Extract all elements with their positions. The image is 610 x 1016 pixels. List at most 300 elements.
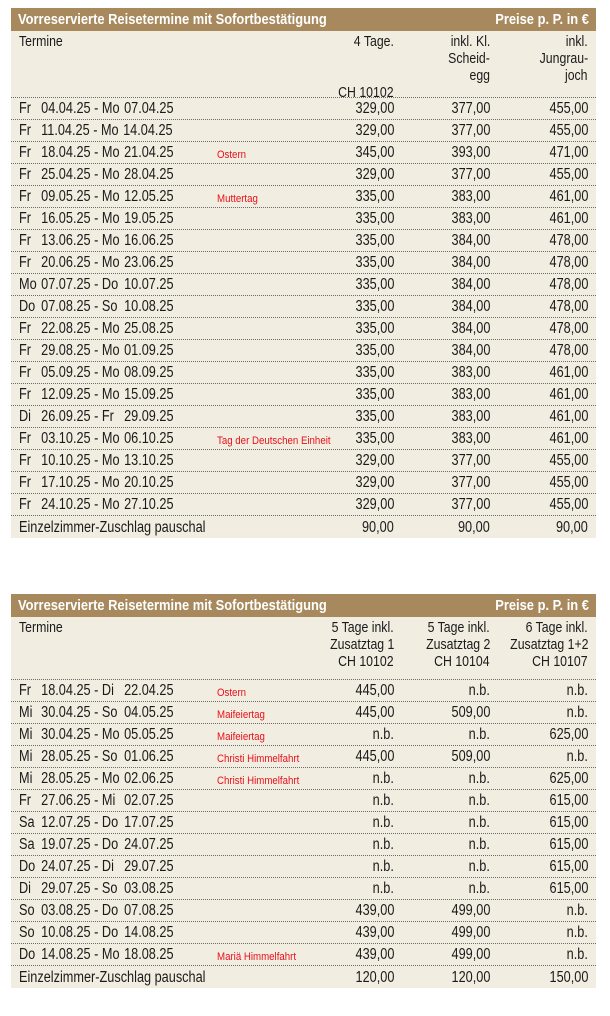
price-cell: 499,00 [451, 902, 490, 919]
day-to: Mo [100, 122, 119, 139]
price-cell: 329,00 [355, 122, 394, 139]
date-from: 28.05.25 [41, 770, 91, 787]
date-separator: - [90, 320, 102, 337]
day-to: Mo [101, 364, 120, 381]
date-separator: - [90, 924, 102, 941]
price-table-4-days [11, 8, 596, 538]
day-from: Mi [19, 726, 33, 743]
price-table-5-6-days [11, 594, 596, 988]
date-separator: - [90, 210, 102, 227]
price-cell: 377,00 [451, 474, 490, 491]
date-separator: - [90, 342, 102, 359]
banner-title: Vorreservierte Reisetermine mit Sofortbestätigung [18, 11, 327, 28]
date-from: 30.04.25 [41, 726, 91, 743]
price-cell: n.b. [468, 836, 490, 853]
table-row [11, 680, 596, 702]
date-from: 27.06.25 [41, 792, 91, 809]
day-to: So [101, 704, 118, 721]
day-from: Di [19, 880, 32, 897]
date-range [19, 254, 174, 272]
date-range-cell [11, 320, 231, 338]
price-cell: 335,00 [355, 232, 394, 249]
day-from: Do [19, 298, 36, 315]
date-range [19, 770, 174, 788]
price-cell: 377,00 [451, 496, 490, 513]
price-cell: 461,00 [549, 364, 588, 381]
price-cell: 335,00 [355, 364, 394, 381]
day-to: Mo [101, 430, 120, 447]
date-range-cell [11, 946, 297, 964]
table-row [11, 944, 596, 966]
price-cell: n.b. [468, 792, 490, 809]
day-to: Do [101, 924, 119, 941]
date-from: 12.09.25 [41, 386, 91, 403]
date-separator: - [90, 814, 102, 831]
price-cell: 150,00 [549, 969, 588, 986]
table-row [11, 494, 596, 516]
date-separator: - [90, 704, 102, 721]
table-row [11, 724, 596, 746]
price-cell: 455,00 [549, 166, 588, 183]
table-row [11, 296, 596, 318]
date-separator: - [90, 166, 102, 183]
table-row [11, 856, 596, 878]
header-col-scheidegg: inkl. Kl. Scheid- egg [448, 33, 490, 84]
date-range-cell [11, 144, 247, 162]
table-row [11, 164, 596, 186]
date-range [19, 430, 174, 448]
price-cell: 393,00 [451, 144, 490, 161]
price-cell: 461,00 [549, 210, 588, 227]
date-to: 29.09.25 [124, 408, 174, 425]
price-cell: 384,00 [451, 276, 490, 293]
date-range-cell [11, 770, 300, 788]
day-from: Fr [19, 792, 32, 809]
price-cell: 335,00 [355, 430, 394, 447]
date-to: 02.07.25 [124, 792, 174, 809]
date-range [19, 726, 174, 744]
day-to: So [101, 298, 118, 315]
date-from: 07.07.25 [41, 276, 91, 293]
price-cell: 335,00 [355, 188, 394, 205]
table-row [11, 230, 596, 252]
table-banner [11, 8, 596, 31]
date-to: 27.10.25 [124, 496, 174, 513]
table-body [11, 98, 596, 538]
table-row [11, 472, 596, 494]
date-to: 06.10.25 [124, 430, 174, 447]
table-row [11, 274, 596, 296]
price-cell: 383,00 [451, 210, 490, 227]
date-to: 12.05.25 [124, 188, 174, 205]
date-from: 18.04.25 [41, 682, 91, 699]
price-cell: n.b. [372, 814, 394, 831]
date-range-cell [11, 496, 231, 514]
date-range [19, 320, 174, 338]
day-to: Mo [101, 452, 120, 469]
table-banner [11, 594, 596, 617]
day-to: Mo [101, 254, 120, 271]
price-cell: n.b. [468, 814, 490, 831]
date-from: 24.07.25 [41, 858, 91, 875]
price-cell: 90,00 [556, 519, 588, 536]
date-to: 07.08.25 [124, 902, 174, 919]
table-row [11, 252, 596, 274]
single-room-surcharge-row [11, 516, 596, 538]
date-separator: - [90, 748, 102, 765]
price-cell: 455,00 [549, 496, 588, 513]
date-separator: - [90, 452, 102, 469]
table-row [11, 406, 596, 428]
date-range [19, 232, 174, 250]
date-range-cell [11, 704, 266, 722]
date-range [19, 144, 174, 162]
date-range [19, 814, 174, 832]
date-range-cell [11, 902, 231, 920]
date-from: 13.06.25 [41, 232, 91, 249]
date-separator: - [90, 386, 102, 403]
price-cell: 335,00 [355, 210, 394, 227]
header-col-zusatztag-1-2: 6 Tage inkl. Zusatztag 1+2 CH 10107 [509, 619, 588, 670]
day-from: Do [19, 858, 36, 875]
header-termine: Termine [19, 619, 63, 636]
date-to: 10.07.25 [124, 276, 174, 293]
date-from: 12.07.25 [41, 814, 91, 831]
header-termine: Termine [19, 33, 63, 50]
price-cell: 335,00 [355, 298, 394, 315]
table-row [11, 120, 596, 142]
price-cell: n.b. [468, 880, 490, 897]
table-row [11, 384, 596, 406]
date-range [19, 474, 174, 492]
day-to: Fr [101, 408, 114, 425]
date-range [19, 100, 174, 118]
price-cell: n.b. [372, 770, 394, 787]
table-row [11, 318, 596, 340]
date-range [19, 188, 174, 206]
day-to: Mo [101, 144, 120, 161]
date-separator: - [90, 496, 102, 513]
price-cell: n.b. [566, 946, 588, 963]
price-cell: 345,00 [355, 144, 394, 161]
price-cell: n.b. [566, 902, 588, 919]
price-cell: n.b. [566, 924, 588, 941]
date-range [19, 704, 174, 722]
date-range [19, 792, 174, 810]
date-from: 03.08.25 [41, 902, 91, 919]
single-room-surcharge-row [11, 966, 596, 988]
day-to: Mi [101, 792, 116, 809]
date-to: 25.08.25 [124, 320, 174, 337]
price-cell: 478,00 [549, 232, 588, 249]
date-range-cell [11, 100, 231, 118]
day-to: Mo [101, 320, 120, 337]
price-cell: 384,00 [451, 298, 490, 315]
date-range-cell [11, 924, 231, 942]
day-to: Mo [101, 496, 120, 513]
day-to: Mo [101, 386, 120, 403]
date-range [19, 902, 174, 920]
price-cell: 90,00 [362, 519, 394, 536]
date-from: 17.10.25 [41, 474, 91, 491]
date-to: 23.06.25 [124, 254, 174, 271]
price-cell: 329,00 [355, 474, 394, 491]
table-header [11, 31, 596, 101]
day-to: Mo [101, 232, 120, 249]
table-row [11, 142, 596, 164]
date-range-cell [11, 166, 231, 184]
price-cell: 461,00 [549, 386, 588, 403]
day-to: Do [101, 276, 119, 293]
date-to: 02.06.25 [124, 770, 174, 787]
date-from: 04.04.25 [41, 100, 91, 117]
day-to: Mo [101, 342, 120, 359]
date-from: 29.07.25 [41, 880, 91, 897]
date-range [19, 342, 174, 360]
holiday-note: Mariä Himmelfahrt [217, 951, 297, 963]
date-separator: - [90, 836, 102, 853]
date-range-cell [11, 408, 231, 426]
date-from: 26.09.25 [41, 408, 91, 425]
day-from: Fr [19, 342, 32, 359]
holiday-note: Christi Himmelfahrt [217, 775, 300, 787]
day-from: Sa [19, 836, 35, 853]
date-from: 30.04.25 [41, 704, 91, 721]
date-range-cell [11, 276, 231, 294]
date-range-cell [11, 682, 247, 700]
table-row [11, 878, 596, 900]
date-to: 01.09.25 [124, 342, 174, 359]
price-cell: 383,00 [451, 188, 490, 205]
day-to: So [101, 748, 118, 765]
date-range [19, 298, 174, 316]
day-from: Fr [19, 122, 32, 139]
day-from: Fr [19, 232, 32, 249]
holiday-note: Muttertag [217, 193, 259, 205]
date-range [19, 946, 174, 964]
date-to: 29.07.25 [124, 858, 174, 875]
date-to: 08.09.25 [124, 364, 174, 381]
holiday-note: Christi Himmelfahrt [217, 753, 300, 765]
price-cell: n.b. [468, 726, 490, 743]
price-cell: n.b. [372, 836, 394, 853]
day-to: So [101, 880, 118, 897]
date-separator: - [90, 232, 102, 249]
date-range [19, 210, 174, 228]
price-cell: 499,00 [451, 924, 490, 941]
holiday-note: Ostern [217, 687, 247, 699]
day-from: Fr [19, 386, 32, 403]
date-to: 17.07.25 [124, 814, 174, 831]
price-cell: 615,00 [549, 792, 588, 809]
day-from: Fr [19, 682, 32, 699]
date-separator: - [90, 682, 102, 699]
day-from: Fr [19, 188, 32, 205]
banner-price-note: Preise p. P. in € [495, 11, 589, 28]
price-cell: 499,00 [451, 946, 490, 963]
price-cell: 384,00 [451, 320, 490, 337]
surcharge-label: Einzelzimmer-Zuschlag pauschal [19, 519, 206, 536]
date-from: 14.08.25 [41, 946, 91, 963]
date-to: 28.04.25 [124, 166, 174, 183]
day-from: So [19, 902, 35, 919]
date-range [19, 364, 174, 382]
day-from: Sa [19, 814, 35, 831]
date-from: 19.07.25 [41, 836, 91, 853]
holiday-note: Ostern [217, 149, 247, 161]
date-separator: - [90, 144, 102, 161]
price-cell: 455,00 [549, 122, 588, 139]
date-from: 18.04.25 [41, 144, 91, 161]
date-to: 15.09.25 [124, 386, 174, 403]
date-from: 16.05.25 [41, 210, 91, 227]
date-range-cell [11, 188, 259, 206]
table-row [11, 746, 596, 768]
day-from: Fr [19, 430, 32, 447]
day-from: Fr [19, 254, 32, 271]
price-cell: 615,00 [549, 814, 588, 831]
date-separator: - [90, 100, 102, 117]
date-range-cell [11, 474, 231, 492]
price-cell: n.b. [468, 682, 490, 699]
price-cell: n.b. [372, 858, 394, 875]
date-separator: - [90, 254, 102, 271]
price-cell: 478,00 [549, 276, 588, 293]
price-cell: n.b. [566, 748, 588, 765]
price-cell: 383,00 [451, 386, 490, 403]
header-col-zusatztag-1: 5 Tage inkl. Zusatztag 1 CH 10102 [329, 619, 394, 670]
day-to: Di [101, 682, 114, 699]
day-from: Mi [19, 704, 33, 721]
table-row [11, 834, 596, 856]
date-separator: - [90, 474, 102, 491]
table-row [11, 186, 596, 208]
price-cell: 384,00 [451, 254, 490, 271]
date-from: 24.10.25 [41, 496, 91, 513]
date-from: 11.04.25 [41, 122, 90, 139]
price-cell: 377,00 [451, 122, 490, 139]
date-separator: - [90, 880, 102, 897]
day-from: Mi [19, 748, 33, 765]
day-from: Fr [19, 100, 32, 117]
date-separator: - [90, 726, 102, 743]
date-range-cell [11, 364, 231, 382]
date-to: 21.04.25 [124, 144, 174, 161]
date-from: 05.09.25 [41, 364, 91, 381]
date-range-cell [11, 814, 231, 832]
day-from: Fr [19, 496, 32, 513]
price-cell: 509,00 [451, 748, 490, 765]
price-cell: n.b. [566, 682, 588, 699]
date-range [19, 880, 174, 898]
price-cell: 377,00 [451, 100, 490, 117]
holiday-note: Maifeiertag [217, 731, 266, 743]
price-cell: n.b. [372, 726, 394, 743]
date-separator: - [90, 298, 102, 315]
price-cell: 383,00 [451, 408, 490, 425]
price-cell: 377,00 [451, 452, 490, 469]
date-separator: - [90, 770, 102, 787]
day-to: Mo [101, 166, 120, 183]
date-separator: - [90, 430, 102, 447]
date-to: 24.07.25 [124, 836, 174, 853]
table-row [11, 208, 596, 230]
price-cell: 615,00 [549, 880, 588, 897]
price-cell: n.b. [468, 858, 490, 875]
surcharge-label: Einzelzimmer-Zuschlag pauschal [19, 969, 206, 986]
table-row [11, 362, 596, 384]
date-from: 22.08.25 [41, 320, 91, 337]
date-range-cell [11, 880, 231, 898]
price-cell: 335,00 [355, 386, 394, 403]
price-cell: 478,00 [549, 342, 588, 359]
price-cell: 445,00 [355, 704, 394, 721]
holiday-note: Tag der Deutschen Einheit [217, 435, 332, 447]
date-range-cell [11, 342, 231, 360]
date-range-cell [11, 210, 231, 228]
banner-price-note: Preise p. P. in € [495, 597, 589, 614]
table-body [11, 680, 596, 988]
price-cell: 455,00 [549, 452, 588, 469]
date-to: 04.05.25 [124, 704, 174, 721]
day-from: Fr [19, 144, 32, 161]
header-col-zusatztag-2: 5 Tage inkl. Zusatztag 2 CH 10104 [425, 619, 490, 670]
price-cell: n.b. [372, 792, 394, 809]
date-range [19, 748, 174, 766]
price-cell: 335,00 [355, 320, 394, 337]
price-cell: n.b. [372, 880, 394, 897]
day-from: Fr [19, 210, 32, 227]
table-row [11, 900, 596, 922]
date-separator: - [90, 364, 102, 381]
table-row [11, 812, 596, 834]
date-to: 03.08.25 [124, 880, 174, 897]
date-to: 14.04.25 [123, 122, 173, 139]
date-range [19, 858, 174, 876]
date-range [19, 452, 174, 470]
date-separator: - [89, 122, 101, 139]
date-range-cell [11, 254, 231, 272]
date-to: 01.06.25 [124, 748, 174, 765]
header-col-jungfraujoch: inkl. Jungrau- joch [539, 33, 588, 84]
price-cell: 377,00 [451, 166, 490, 183]
date-range [19, 122, 173, 140]
day-from: Fr [19, 452, 32, 469]
date-to: 19.05.25 [124, 210, 174, 227]
date-range-cell [11, 430, 332, 448]
price-cell: 439,00 [355, 924, 394, 941]
price-cell: 329,00 [355, 452, 394, 469]
price-cell: 384,00 [451, 232, 490, 249]
price-cell: 615,00 [549, 858, 588, 875]
date-to: 13.10.25 [124, 452, 174, 469]
date-range-cell [11, 836, 231, 854]
date-to: 20.10.25 [124, 474, 174, 491]
table-row [11, 98, 596, 120]
day-from: So [19, 924, 35, 941]
date-range [19, 276, 174, 294]
price-cell: 478,00 [549, 254, 588, 271]
table-row [11, 450, 596, 472]
date-from: 10.08.25 [41, 924, 91, 941]
day-from: Mi [19, 770, 33, 787]
price-cell: 625,00 [549, 726, 588, 743]
table-header [11, 617, 596, 680]
price-cell: n.b. [468, 770, 490, 787]
price-cell: 329,00 [355, 166, 394, 183]
price-cell: 335,00 [355, 254, 394, 271]
price-cell: 455,00 [549, 474, 588, 491]
